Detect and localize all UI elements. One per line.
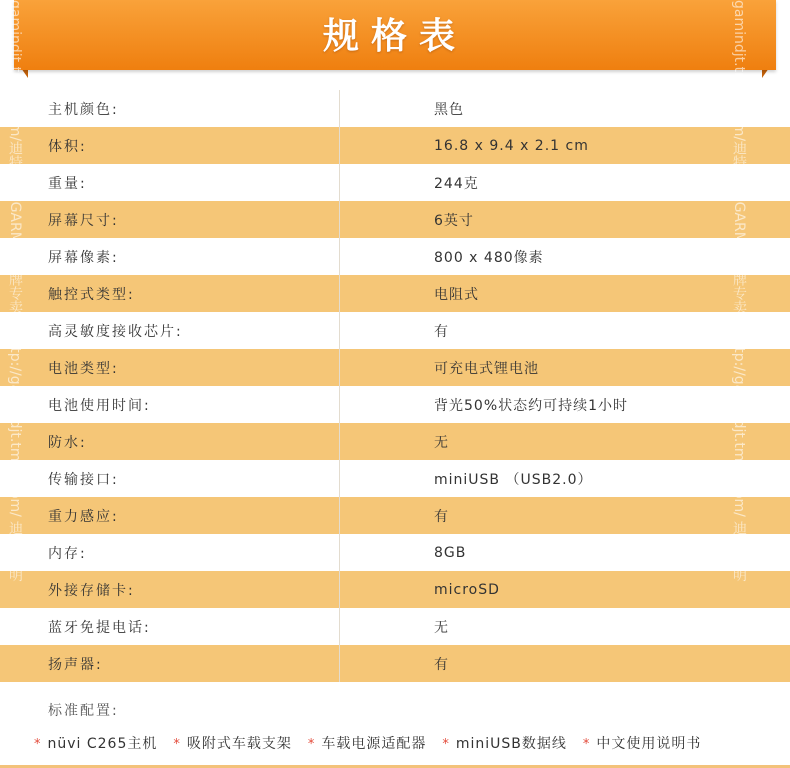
config-item-label: miniUSB数据线 [455,736,567,752]
config-item [173,733,292,753]
banner-ribbon [14,0,776,70]
spec-row [0,127,790,164]
spec-row [0,90,790,127]
spec-label: 高灵敏度接收芯片: [0,312,340,349]
spec-value: 背光50%状态约可持续1小时 [434,397,629,414]
spec-row [0,497,790,534]
spec-value: 有 [434,508,449,525]
spec-row [0,423,790,460]
config-item-label: 车载电源适配器 [321,736,427,752]
spec-value: 有 [434,656,449,673]
spec-row [0,534,790,571]
star-icon: * [173,737,181,752]
spec-label: 内存: [0,534,340,571]
spec-label: 主机颜色: [0,90,340,127]
spec-label: 蓝牙免提电话: [0,608,340,645]
spec-row [0,349,790,386]
spec-label: 电池类型: [0,349,340,386]
page-title: 规格表 [322,16,467,57]
spec-value: microSD [434,581,500,598]
spec-row [0,645,790,682]
spec-row [0,275,790,312]
standard-config-label: 标准配置: [48,703,119,719]
star-icon: * [307,737,316,752]
star-icon: * [442,737,450,752]
spec-row [0,238,790,275]
spec-value: 无 [434,619,449,636]
spec-value: 黑色 [434,101,464,118]
spec-row [0,460,790,497]
spec-label: 传输接口: [0,460,340,497]
spec-value: 有 [434,323,449,340]
spec-label: 体积: [0,127,340,164]
standard-config-list [34,733,779,753]
config-item [442,733,567,753]
config-item-label: 中文使用说明书 [596,736,702,752]
spec-value: 8GB [434,544,467,561]
spec-row [0,608,790,645]
spec-value: 电阻式 [434,286,479,303]
spec-value: miniUSB （USB2.0） [434,471,593,488]
spec-table [0,90,790,682]
watermark-left: gamindjt.tmall.com/迪特·佳明GARMIN品牌专卖店 http://gamindjt.tmall.com/ 迪特·佳明 [7,0,23,582]
spec-row [0,164,790,201]
header-banner [0,0,790,92]
spec-value: 244克 [434,175,479,192]
config-item-label: nüvi C265主机 [47,736,158,752]
watermark-right: gamindjt.tmall.com/迪特·佳明GARMIN品牌专卖店 http://gamindjt.tmall.com/ 迪特·佳明 [731,0,747,582]
spec-row [0,386,790,423]
spec-value: 6英寸 [434,212,474,229]
spec-label: 扬声器: [0,645,340,682]
spec-label: 防水: [0,423,340,460]
spec-label: 重量: [0,164,340,201]
spec-value: 800 x 480像素 [434,249,544,266]
config-item [583,733,702,753]
spec-row [0,571,790,608]
star-icon: * [34,737,42,752]
spec-value: 无 [434,434,449,451]
star-icon: * [582,737,591,752]
spec-value: 可充电式锂电池 [434,360,539,377]
config-item [308,733,427,753]
spec-label: 外接存储卡: [0,571,340,608]
spec-label: 屏幕像素: [0,238,340,275]
spec-label: 触控式类型: [0,275,340,312]
spec-row [0,312,790,349]
spec-label: 屏幕尺寸: [0,201,340,238]
spec-value: 16.8 x 9.4 x 2.1 cm [434,137,589,154]
config-item [34,733,157,753]
spec-label: 重力感应: [0,497,340,534]
spec-label: 电池使用时间: [0,386,340,423]
config-item-label: 吸附式车载支架 [186,736,292,752]
spec-row [0,201,790,238]
